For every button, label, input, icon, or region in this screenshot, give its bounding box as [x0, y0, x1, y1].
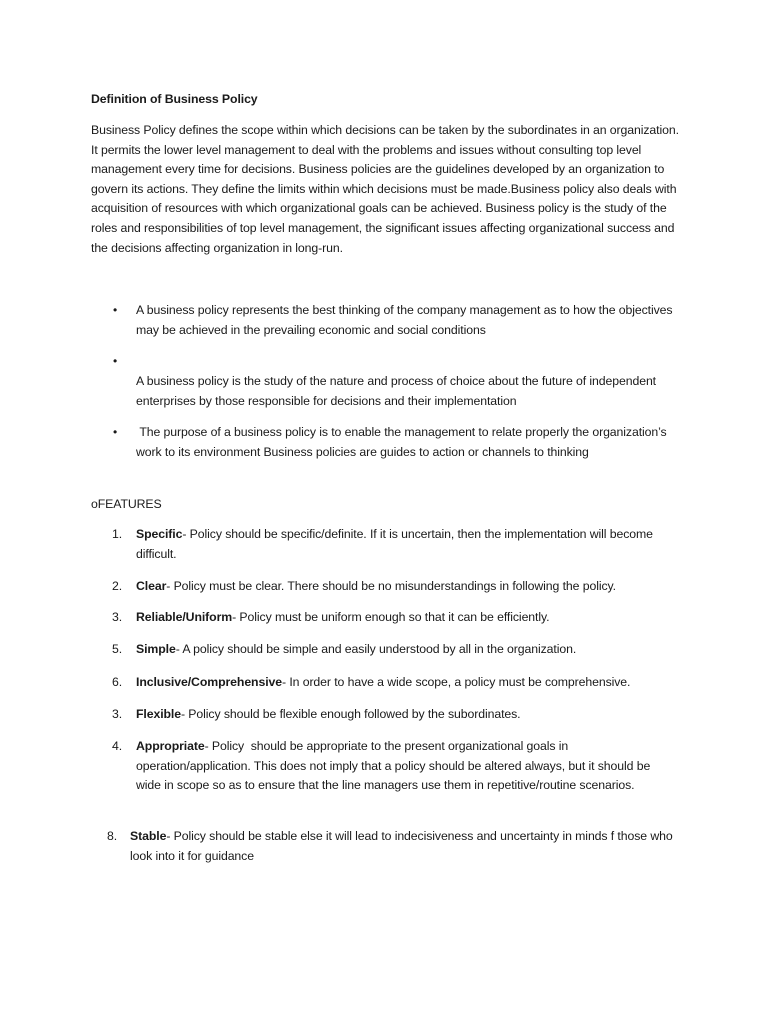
intro-paragraph: Business Policy defines the scope within which decisions can be taken by the subordinates in an organization. It permits the lower level management to deal with the problems and issues without consulting top level management every time for decisions. Business policies are the guidelines developed by an organization to govern its actions. They define the limits within which decisions must be made.Business policy also deals with acquisition of resources with which organizational goals can be achieved. Business policy is the study of the roles and responsibilities of top level management, the significant issues affecting organizational success and the decisions affecting organization in long-run. — [91, 123, 679, 255]
feature-number: 8. — [107, 829, 118, 843]
feature-description: - Policy should be appropriate to the present organizational goals in operation/application. This does not imply that a policy should be altered always, but it should be wide in scope so as to ensure that the line managers use them in repetitive/routine scenarios. — [136, 739, 654, 793]
bullet-text: A business policy is the study of the nature and process of choice about the future of independent enterprises by those responsible for decisions and their implementation — [136, 374, 656, 408]
feature-body — [136, 673, 676, 693]
bullet-text: The purpose of a business policy is to enable the management to relate properly the organization’s work to its environment Business policies are guides to action or channels to thinking — [136, 425, 670, 459]
bullet-marker: • — [113, 354, 118, 368]
feature-term: Appropriate — [136, 739, 205, 753]
feature-term: Specific — [136, 527, 183, 541]
feature-term: Clear — [136, 579, 167, 593]
feature-number: 1. — [112, 527, 123, 541]
feature-term: Reliable/Uniform — [136, 610, 233, 624]
feature-term: Simple — [136, 642, 176, 656]
feature-number: 5. — [112, 642, 123, 656]
features-heading: oFEATURES — [91, 497, 162, 511]
bullet-text: A business policy represents the best thinking of the company management as to how the objectives may be achieved in the prevailing economic and social conditions — [136, 303, 673, 337]
feature-body — [136, 737, 676, 796]
feature-number: 3. — [112, 610, 123, 624]
feature-description: - Policy should be stable else it will lead to indecisiveness and uncertainty in minds f those who look into it for guidance — [130, 829, 673, 863]
feature-description: - Policy should be flexible enough followed by the subordinates. — [181, 707, 521, 721]
feature-body — [136, 608, 676, 628]
feature-term: Inclusive/Comprehensive — [136, 675, 283, 689]
feature-description: - In order to have a wide scope, a policy must be comprehensive. — [282, 675, 631, 689]
feature-number: 6. — [112, 675, 123, 689]
feature-body — [136, 705, 676, 725]
feature-number: 4. — [112, 739, 123, 753]
bullet-marker: • — [113, 425, 118, 439]
feature-body — [136, 640, 676, 660]
feature-term: Stable — [130, 829, 167, 843]
feature-body — [136, 525, 676, 564]
feature-description: - Policy must be uniform enough so that it can be efficiently. — [232, 610, 550, 624]
feature-description: - Policy must be clear. There should be no misunderstandings in following the policy. — [166, 579, 616, 593]
feature-body — [130, 827, 678, 866]
feature-number: 3. — [112, 707, 123, 721]
feature-description: - Policy should be specific/definite. If it is uncertain, then the implementation will become difficult. — [136, 527, 653, 561]
feature-number: 2. — [112, 579, 123, 593]
feature-description: - A policy should be simple and easily understood by all in the organization. — [175, 642, 577, 656]
feature-body — [136, 577, 676, 597]
bullet-marker: • — [113, 303, 118, 317]
feature-term: Flexible — [136, 707, 181, 721]
document-title: Definition of Business Policy — [91, 92, 258, 106]
